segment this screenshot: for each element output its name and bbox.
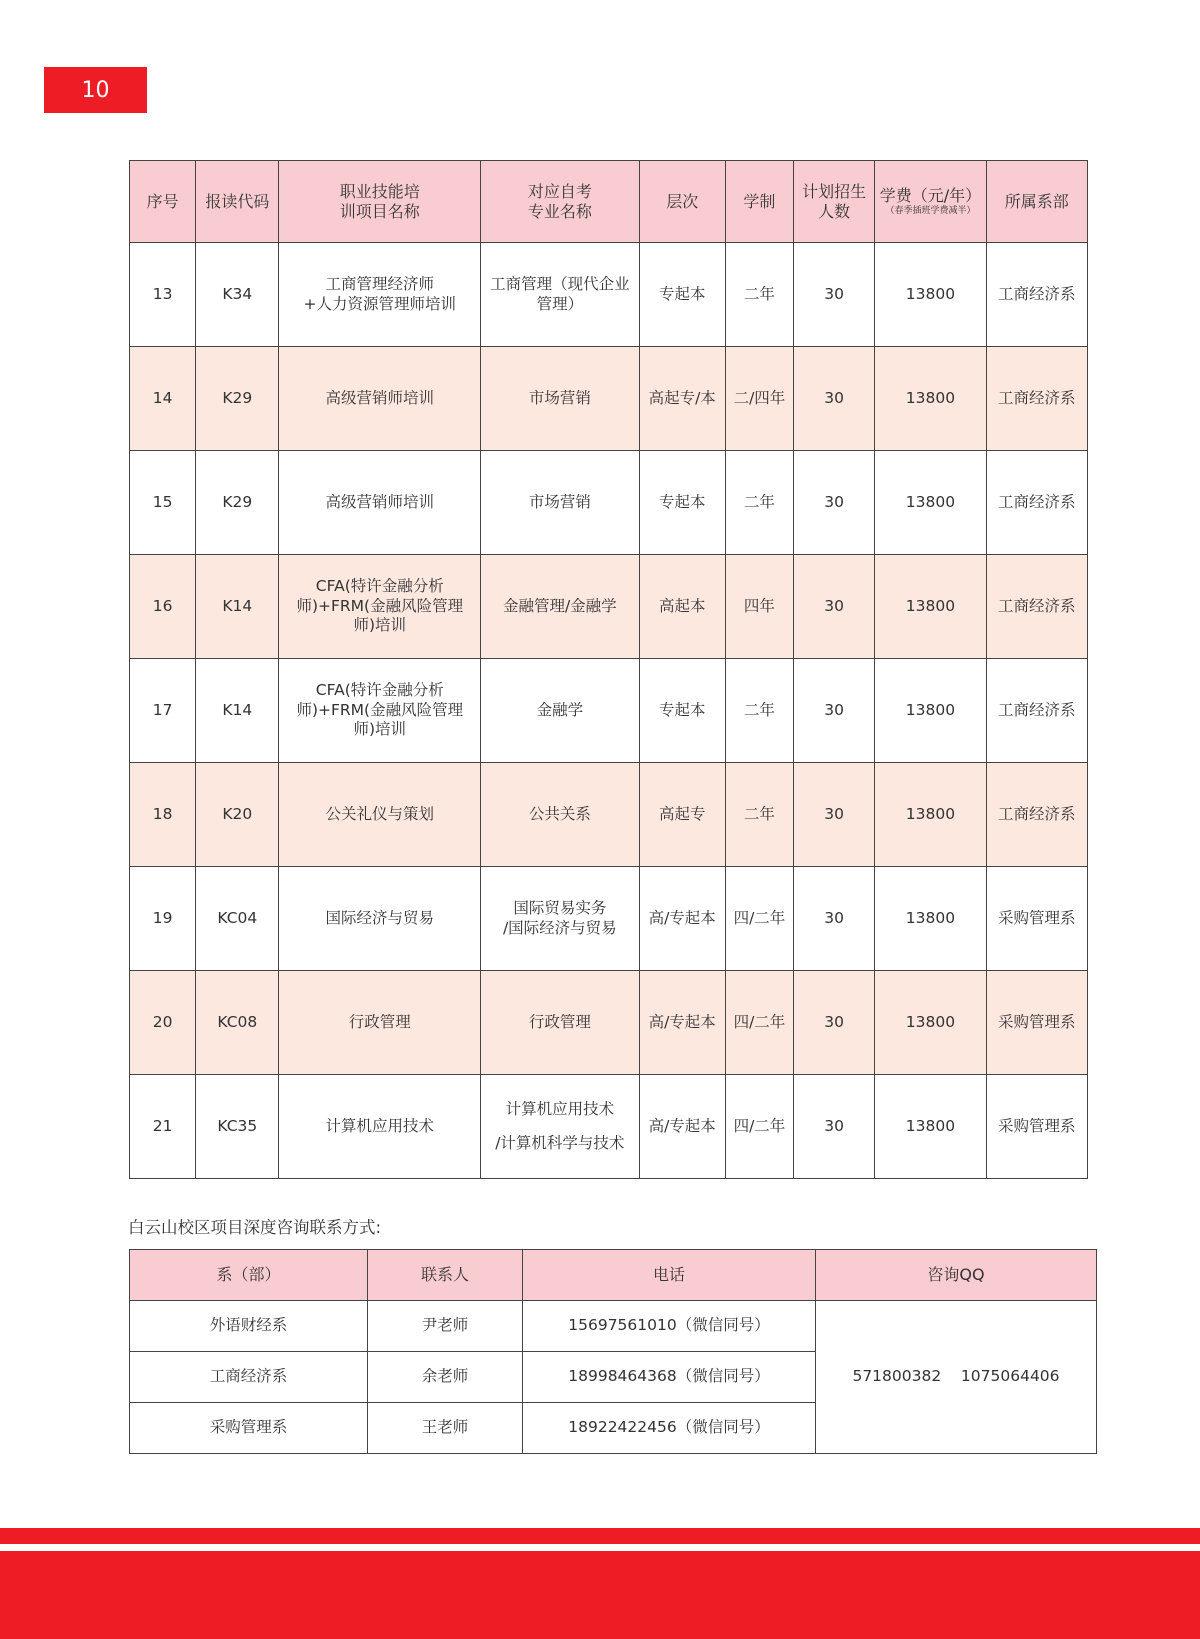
cell-code: K14 bbox=[196, 555, 279, 659]
cell-duration: 四/二年 bbox=[725, 1075, 793, 1179]
cell-level: 高/专起本 bbox=[639, 867, 725, 971]
cell-level: 高/专起本 bbox=[639, 1075, 725, 1179]
header-code: 报读代码 bbox=[196, 161, 279, 243]
table-row bbox=[130, 763, 1088, 867]
header-seq: 序号 bbox=[130, 161, 196, 243]
cell-quota: 30 bbox=[794, 451, 875, 555]
contact-cell-person: 王老师 bbox=[368, 1403, 523, 1454]
cell-major: 国际贸易实务 /国际经济与贸易 bbox=[481, 867, 639, 971]
cell-major: 金融学 bbox=[481, 659, 639, 763]
footer-stripe bbox=[0, 1528, 1200, 1544]
cell-level: 高起专/本 bbox=[639, 347, 725, 451]
contact-cell-dept: 工商经济系 bbox=[130, 1352, 368, 1403]
cell-fee: 13800 bbox=[875, 867, 986, 971]
cell-program: 工商管理经济师 +人力资源管理师培训 bbox=[279, 243, 481, 347]
cell-quota: 30 bbox=[794, 555, 875, 659]
cell-level: 高起专 bbox=[639, 763, 725, 867]
contact-header-qq: 咨询QQ bbox=[816, 1250, 1097, 1301]
cell-seq: 15 bbox=[130, 451, 196, 555]
header-duration: 学制 bbox=[725, 161, 793, 243]
cell-seq: 13 bbox=[130, 243, 196, 347]
cell-dept: 采购管理系 bbox=[986, 1075, 1087, 1179]
cell-seq: 20 bbox=[130, 971, 196, 1075]
cell-major: 市场营销 bbox=[481, 347, 639, 451]
cell-major: 金融管理/金融学 bbox=[481, 555, 639, 659]
header-dept: 所属系部 bbox=[986, 161, 1087, 243]
contact-header-phone: 电话 bbox=[523, 1250, 816, 1301]
table-row bbox=[130, 867, 1088, 971]
cell-program: 高级营销师培训 bbox=[279, 451, 481, 555]
cell-major: 公共关系 bbox=[481, 763, 639, 867]
contact-row bbox=[130, 1301, 1097, 1352]
table-row bbox=[130, 555, 1088, 659]
header-level: 层次 bbox=[639, 161, 725, 243]
cell-code: KC08 bbox=[196, 971, 279, 1075]
cell-duration: 四/二年 bbox=[725, 867, 793, 971]
cell-dept: 工商经济系 bbox=[986, 451, 1087, 555]
contact-title: 白云山校区项目深度咨询联系方式: bbox=[128, 1218, 382, 1237]
contact-cell-qq: 571800382 1075064406 bbox=[816, 1301, 1097, 1454]
contact-cell-phone: 18998464368（微信同号） bbox=[523, 1352, 816, 1403]
cell-quota: 30 bbox=[794, 347, 875, 451]
cell-code: K29 bbox=[196, 347, 279, 451]
cell-program: 公关礼仪与策划 bbox=[279, 763, 481, 867]
cell-dept: 工商经济系 bbox=[986, 659, 1087, 763]
table-row bbox=[130, 1075, 1088, 1179]
header-fee: 学费（元/年） （春季插班学费减半） bbox=[875, 161, 986, 243]
cell-quota: 30 bbox=[794, 867, 875, 971]
cell-level: 高起本 bbox=[639, 555, 725, 659]
cell-seq: 18 bbox=[130, 763, 196, 867]
table-row bbox=[130, 451, 1088, 555]
cell-seq: 17 bbox=[130, 659, 196, 763]
table-row bbox=[130, 243, 1088, 347]
contact-cell-person: 尹老师 bbox=[368, 1301, 523, 1352]
cell-code: K34 bbox=[196, 243, 279, 347]
cell-fee: 13800 bbox=[875, 1075, 986, 1179]
cell-quota: 30 bbox=[794, 659, 875, 763]
cell-duration: 二年 bbox=[725, 659, 793, 763]
cell-fee: 13800 bbox=[875, 763, 986, 867]
cell-code: K14 bbox=[196, 659, 279, 763]
cell-dept: 采购管理系 bbox=[986, 971, 1087, 1075]
cell-fee: 13800 bbox=[875, 555, 986, 659]
contact-cell-person: 余老师 bbox=[368, 1352, 523, 1403]
cell-fee: 13800 bbox=[875, 243, 986, 347]
table-row bbox=[130, 659, 1088, 763]
cell-dept: 工商经济系 bbox=[986, 555, 1087, 659]
cell-fee: 13800 bbox=[875, 451, 986, 555]
contact-header-dept: 系（部） bbox=[130, 1250, 368, 1301]
cell-fee: 13800 bbox=[875, 971, 986, 1075]
header-program: 职业技能培 训项目名称 bbox=[279, 161, 481, 243]
cell-level: 专起本 bbox=[639, 243, 725, 347]
cell-fee: 13800 bbox=[875, 659, 986, 763]
contact-header-row bbox=[130, 1250, 1097, 1301]
cell-code: K29 bbox=[196, 451, 279, 555]
contact-cell-phone: 15697561010（微信同号） bbox=[523, 1301, 816, 1352]
footer-band bbox=[0, 1551, 1200, 1639]
programs-table bbox=[129, 160, 1088, 1179]
cell-level: 专起本 bbox=[639, 659, 725, 763]
cell-level: 专起本 bbox=[639, 451, 725, 555]
cell-code: K20 bbox=[196, 763, 279, 867]
cell-program: 国际经济与贸易 bbox=[279, 867, 481, 971]
cell-code: KC35 bbox=[196, 1075, 279, 1179]
cell-duration: 四/二年 bbox=[725, 971, 793, 1075]
cell-seq: 21 bbox=[130, 1075, 196, 1179]
cell-program: 高级营销师培训 bbox=[279, 347, 481, 451]
cell-duration: 二年 bbox=[725, 763, 793, 867]
page-number: 10 bbox=[44, 67, 147, 113]
cell-major: 市场营销 bbox=[481, 451, 639, 555]
cell-dept: 工商经济系 bbox=[986, 347, 1087, 451]
cell-program: 计算机应用技术 bbox=[279, 1075, 481, 1179]
cell-quota: 30 bbox=[794, 763, 875, 867]
cell-dept: 工商经济系 bbox=[986, 243, 1087, 347]
cell-seq: 14 bbox=[130, 347, 196, 451]
cell-duration: 四年 bbox=[725, 555, 793, 659]
cell-fee: 13800 bbox=[875, 347, 986, 451]
cell-seq: 19 bbox=[130, 867, 196, 971]
cell-level: 高/专起本 bbox=[639, 971, 725, 1075]
cell-program: CFA(特许金融分析 师)+FRM(金融风险管理 师)培训 bbox=[279, 555, 481, 659]
header-major: 对应自考 专业名称 bbox=[481, 161, 639, 243]
cell-major: 行政管理 bbox=[481, 971, 639, 1075]
table-row bbox=[130, 971, 1088, 1075]
contact-cell-dept: 外语财经系 bbox=[130, 1301, 368, 1352]
cell-program: CFA(特许金融分析 师)+FRM(金融风险管理 师)培训 bbox=[279, 659, 481, 763]
cell-duration: 二年 bbox=[725, 451, 793, 555]
contact-table bbox=[129, 1249, 1097, 1454]
cell-quota: 30 bbox=[794, 243, 875, 347]
cell-quota: 30 bbox=[794, 971, 875, 1075]
contact-header-person: 联系人 bbox=[368, 1250, 523, 1301]
cell-duration: 二年 bbox=[725, 243, 793, 347]
contact-cell-phone: 18922422456（微信同号） bbox=[523, 1403, 816, 1454]
cell-major: 工商管理（现代企业 管理） bbox=[481, 243, 639, 347]
contact-cell-dept: 采购管理系 bbox=[130, 1403, 368, 1454]
cell-dept: 采购管理系 bbox=[986, 867, 1087, 971]
cell-duration: 二/四年 bbox=[725, 347, 793, 451]
table-row bbox=[130, 347, 1088, 451]
table-header-row bbox=[130, 161, 1088, 243]
cell-dept: 工商经济系 bbox=[986, 763, 1087, 867]
cell-seq: 16 bbox=[130, 555, 196, 659]
cell-code: KC04 bbox=[196, 867, 279, 971]
cell-quota: 30 bbox=[794, 1075, 875, 1179]
cell-major: 计算机应用技术 /计算机科学与技术 bbox=[481, 1075, 639, 1179]
header-quota: 计划招生 人数 bbox=[794, 161, 875, 243]
cell-program: 行政管理 bbox=[279, 971, 481, 1075]
